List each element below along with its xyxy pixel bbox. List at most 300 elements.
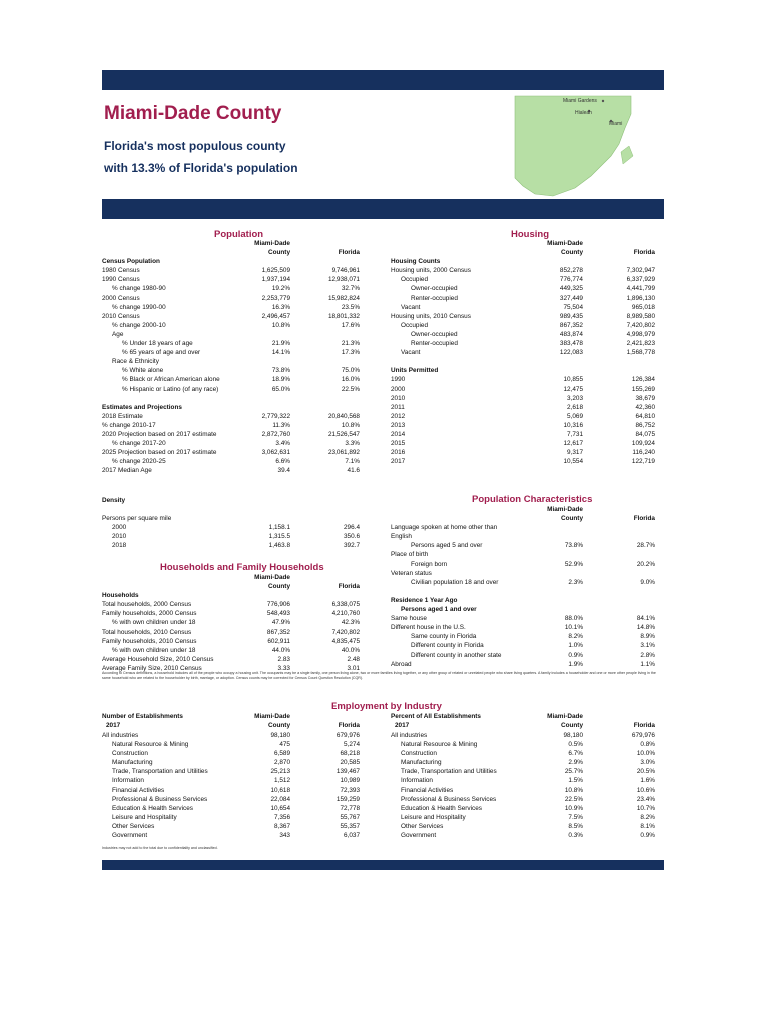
- table-row: [391, 348, 663, 357]
- table-row: [102, 731, 362, 740]
- florida-value: 10.6%: [636, 786, 655, 794]
- table-row: [102, 294, 362, 303]
- table-row: [102, 321, 362, 330]
- florida-value: 8.9%: [640, 633, 655, 641]
- row-label: Information: [112, 777, 144, 785]
- row-label: % Hispanic or Latino (of any race): [122, 385, 219, 393]
- table-row: [391, 795, 663, 804]
- table-row: [102, 637, 362, 646]
- florida-value: 72,778: [340, 804, 360, 812]
- florida-value: 4,441,799: [626, 285, 655, 293]
- table-row: [391, 357, 663, 366]
- county-value: 18.9%: [271, 376, 290, 384]
- column-header-florida: Florida: [338, 583, 360, 591]
- county-value: 6.6%: [275, 458, 290, 466]
- county-value: 2.83: [277, 655, 290, 663]
- florida-value: 2.8%: [640, 651, 655, 659]
- row-label: % Under 18 years of age: [122, 340, 193, 348]
- table-row: [102, 312, 362, 321]
- column-header-florida: Florida: [338, 249, 360, 257]
- county-value: 1.9%: [568, 660, 583, 668]
- row-label: Households: [102, 592, 139, 600]
- row-label: Other Services: [112, 822, 155, 830]
- top-banner-bar: [102, 70, 664, 90]
- table-row: [102, 822, 362, 831]
- table-row: [102, 813, 362, 822]
- row-label: Education & Health Services: [401, 804, 482, 812]
- table-row: [102, 457, 362, 466]
- table-row: [391, 330, 663, 339]
- table-row: [391, 457, 663, 466]
- county-value: 483,874: [559, 330, 583, 338]
- florida-value: 3.1%: [640, 642, 655, 650]
- row-label: Average Household Size, 2010 Census: [102, 655, 214, 663]
- row-label: Natural Resource & Mining: [401, 741, 478, 749]
- florida-value: 155,269: [631, 385, 655, 393]
- table-row: [102, 591, 362, 600]
- row-label: Place of birth: [391, 551, 429, 559]
- column-header-row: [391, 505, 663, 514]
- map-label-miami-gardens: Miami Gardens: [563, 98, 597, 104]
- row-label: Different house in the U.S.: [391, 624, 466, 632]
- county-value: 98,180: [563, 732, 583, 739]
- row-label: 2000 Census: [102, 294, 140, 302]
- florida-value: 122,719: [631, 458, 655, 466]
- florida-value: 20.2%: [636, 560, 655, 568]
- florida-value: 7,420,802: [626, 321, 655, 329]
- florida-value: 4,998,979: [626, 330, 655, 338]
- county-value: 776,774: [559, 276, 583, 284]
- county-value: 65.0%: [271, 385, 290, 393]
- percent-establishments-year: 2017: [395, 722, 410, 730]
- county-value: 25,213: [270, 768, 290, 776]
- section-divider-bar: [102, 199, 664, 219]
- table-row: [391, 596, 663, 605]
- florida-value: 296.4: [344, 524, 360, 532]
- employment-footnote: Industries may not add to the total due to confidentiality and unclassified.: [102, 846, 218, 850]
- row-label: 1980 Census: [102, 267, 140, 275]
- florida-value: 40.0%: [341, 646, 360, 654]
- county-value: 3.4%: [275, 440, 290, 448]
- table-row: [102, 532, 362, 541]
- county-value: 3,062,631: [261, 449, 290, 457]
- florida-value: 23.4%: [636, 795, 655, 803]
- county-value: 8.2%: [568, 633, 583, 641]
- column-header-row: [391, 514, 663, 523]
- row-label: All industries: [391, 732, 428, 739]
- row-label: Different county in Florida: [411, 642, 484, 650]
- county-value: 2,870: [274, 759, 290, 767]
- table-row: [391, 651, 663, 660]
- row-label: 2011: [391, 403, 405, 411]
- florida-value: 16.0%: [341, 376, 360, 384]
- county-value: 548,493: [266, 610, 290, 618]
- florida-value: 23,061,892: [328, 449, 360, 457]
- row-label: 2014: [391, 430, 406, 438]
- florida-value: 6,037: [344, 832, 360, 840]
- table-row: [391, 587, 663, 596]
- row-label: Government: [401, 832, 437, 840]
- row-label: Occupied: [401, 321, 428, 329]
- table-row: [102, 375, 362, 384]
- row-label: Natural Resource & Mining: [112, 741, 189, 749]
- row-label: Renter-occupied: [411, 340, 458, 348]
- table-row: [391, 758, 663, 767]
- county-value: 3.33: [277, 664, 290, 672]
- row-label: Owner-occupied: [411, 330, 458, 338]
- table-row: [102, 600, 362, 609]
- florida-value: 22.5%: [341, 385, 360, 393]
- row-label: 2018: [112, 542, 127, 550]
- county-value: 852,278: [559, 267, 583, 275]
- table-row: [102, 786, 362, 795]
- row-label: 1990: [391, 376, 406, 384]
- table-row: [391, 660, 663, 669]
- column-header-county: County: [267, 583, 290, 591]
- county-value: 2.3%: [568, 578, 583, 586]
- county-value: 21.9%: [271, 340, 290, 348]
- florida-value: 8,989,580: [626, 312, 655, 320]
- column-header-county: Miami-Dade: [254, 240, 290, 247]
- row-label: Manufacturing: [112, 759, 153, 767]
- row-label: 2013: [391, 421, 406, 429]
- florida-value: 41.6: [347, 467, 360, 475]
- county-value: 3,203: [567, 394, 583, 402]
- density-table: [102, 514, 362, 550]
- table-row: [391, 448, 663, 457]
- density-heading: Density: [102, 497, 126, 504]
- establishments-year: 2017: [106, 722, 121, 730]
- table-row: [391, 560, 663, 569]
- table-row: [102, 655, 362, 664]
- table-row: [391, 421, 663, 430]
- table-row: [102, 439, 362, 448]
- table-row: [102, 776, 362, 785]
- population-characteristics-heading: Population Characteristics: [472, 494, 593, 505]
- table-row: [391, 614, 663, 623]
- florida-value: 42,360: [635, 403, 655, 411]
- county-value: 1,463.8: [268, 542, 290, 550]
- county-value: 7,731: [567, 430, 583, 438]
- housing-table: [391, 239, 663, 466]
- florida-value: 965,018: [631, 303, 655, 311]
- table-row: [391, 605, 663, 614]
- table-row: [102, 618, 362, 627]
- table-row: [102, 412, 362, 421]
- florida-value: 84.1%: [636, 615, 655, 623]
- florida-value: 17.3%: [341, 349, 360, 357]
- column-header-county: County: [267, 249, 290, 257]
- table-row: [102, 430, 362, 439]
- county-value: 98,180: [270, 732, 290, 739]
- county-value: 475: [279, 741, 290, 749]
- florida-value: 7,302,947: [626, 267, 655, 275]
- florida-value: 9.0%: [640, 578, 655, 586]
- table-row: [102, 514, 362, 523]
- table-row: [391, 749, 663, 758]
- county-value: 9,317: [567, 449, 583, 457]
- row-label: Race & Ethnicity: [112, 358, 159, 366]
- florida-value: 7.1%: [345, 458, 360, 466]
- county-value: 10,654: [270, 804, 290, 812]
- florida-value: 8.1%: [640, 822, 655, 830]
- florida-value: 21,526,547: [328, 430, 360, 438]
- table-row: [391, 776, 663, 785]
- column-header-county: Miami-Dade: [254, 574, 290, 581]
- county-value: 10,618: [270, 786, 290, 794]
- county-value: 1,937,194: [261, 276, 290, 284]
- county-value: 10.8%: [564, 786, 583, 794]
- florida-value: 14.8%: [636, 624, 655, 632]
- florida-value: 32.7%: [341, 285, 360, 293]
- row-label: % 65 years of age and over: [122, 349, 201, 357]
- county-map: [513, 94, 663, 199]
- row-label: Family households, 2010 Census: [102, 637, 197, 645]
- row-label: 2015: [391, 440, 406, 448]
- county-value: 776,906: [266, 601, 290, 609]
- table-row: [102, 749, 362, 758]
- florida-value: 10.7%: [636, 804, 655, 812]
- table-row: [391, 275, 663, 284]
- row-label: % change 2020-25: [112, 458, 166, 466]
- column-header-county: County: [560, 249, 583, 257]
- column-header-florida: Florida: [633, 515, 655, 523]
- table-row: [391, 550, 663, 559]
- county-value: 10,554: [563, 458, 583, 466]
- row-label: 2018 Estimate: [102, 412, 143, 420]
- county-value: 8,367: [274, 822, 290, 830]
- florida-value: 20,840,568: [328, 412, 360, 420]
- table-row: [391, 366, 663, 375]
- subtitle-line-1: Florida's most populous county: [104, 139, 286, 153]
- table-row: [391, 641, 663, 650]
- row-label: Government: [112, 832, 148, 840]
- row-label: % change 2000-10: [112, 321, 166, 329]
- row-label: Occupied: [401, 276, 428, 284]
- florida-value: 38,679: [635, 394, 655, 402]
- table-row: [391, 257, 663, 266]
- florida-value: 3.01: [347, 664, 360, 672]
- florida-value: 10,989: [340, 777, 360, 785]
- row-label: Total households, 2010 Census: [102, 628, 192, 636]
- population-table: [102, 239, 362, 475]
- county-value: 1,512: [274, 777, 290, 785]
- table-row: [391, 786, 663, 795]
- county-value: 0.3%: [568, 832, 583, 840]
- florida-value: 64,810: [635, 412, 655, 420]
- table-row: [391, 303, 663, 312]
- col-head-florida: Florida: [338, 722, 360, 730]
- florida-value: 17.6%: [341, 321, 360, 329]
- county-value: 75,504: [563, 303, 583, 311]
- row-label: Trade, Transportation and Utilities: [401, 768, 497, 776]
- florida-value: 7,420,802: [331, 628, 360, 636]
- row-label: Abroad: [391, 660, 412, 668]
- table-row: [391, 439, 663, 448]
- row-label: Residence 1 Year Ago: [391, 596, 458, 604]
- column-header-row: [391, 239, 663, 248]
- county-value: 6.7%: [568, 750, 583, 758]
- florida-value: 86,752: [635, 421, 655, 429]
- table-row: [391, 578, 663, 587]
- florida-value: 10.0%: [636, 750, 655, 758]
- households-footnote: According to Census definitions, a household includes all of the people who occupy a housing unit. The occupants may be a single family, one person living alone, two or more families living together, or any other group of related or unrelated people who share living quarters. A family includes a householder and one or more other people living in the same household who are related to the householder by birth, marriage, or adoption. Census counts may be corrected for Census Count Question Resolution (CQR).: [102, 671, 656, 680]
- table-row: [391, 375, 663, 384]
- row-label: % with own children under 18: [112, 646, 196, 654]
- households-heading: Households and Family Households: [160, 562, 324, 573]
- county-value: 16.3%: [271, 303, 290, 311]
- florida-value: 18,801,332: [328, 312, 360, 320]
- table-row: [391, 569, 663, 578]
- florida-value: 9,746,961: [331, 267, 360, 275]
- florida-value: 392.7: [344, 542, 360, 550]
- county-value: 7,356: [274, 813, 290, 821]
- row-label: Renter-occupied: [411, 294, 458, 302]
- map-label-hialeah: Hialeah: [575, 110, 592, 116]
- table-row: [391, 412, 663, 421]
- florida-value: 8.2%: [640, 813, 655, 821]
- row-label: Persons per square mile: [102, 515, 172, 522]
- row-label: Same county in Florida: [411, 633, 477, 641]
- row-label: Total households, 2000 Census: [102, 601, 192, 609]
- table-row: [102, 831, 362, 840]
- table-row: [391, 532, 663, 541]
- table-row: [391, 403, 663, 412]
- county-value: 122,083: [559, 349, 583, 357]
- table-row: [102, 257, 362, 266]
- table-row: [102, 628, 362, 637]
- table-row: [102, 303, 362, 312]
- county-value: 1,315.5: [268, 533, 290, 541]
- table-row: [391, 385, 663, 394]
- county-value: 327,449: [559, 294, 583, 302]
- page-title: Miami-Dade County: [104, 103, 282, 124]
- row-label: % change 1990-00: [112, 303, 166, 311]
- county-value: 10.1%: [564, 624, 583, 632]
- county-value: 39.4: [277, 467, 290, 475]
- county-value: 1,625,509: [261, 267, 290, 275]
- population-heading: Population: [214, 229, 264, 240]
- florida-value: 28.7%: [636, 542, 655, 550]
- row-label: English: [391, 533, 412, 541]
- florida-value: 679,976: [631, 732, 655, 739]
- row-label: 2020 Projection based on 2017 estimate: [102, 430, 217, 438]
- table-row: [391, 623, 663, 632]
- establishments-heading: Number of Establishments: [102, 713, 183, 720]
- table-row: [391, 394, 663, 403]
- row-label: Professional & Business Services: [112, 795, 208, 803]
- county-value: 1.0%: [568, 642, 583, 650]
- county-value: 2.9%: [568, 759, 583, 767]
- county-value: 383,478: [559, 340, 583, 348]
- table-row: [391, 740, 663, 749]
- florida-value: 350.6: [344, 533, 360, 541]
- row-label: Housing Counts: [391, 258, 441, 266]
- florida-value: 10.8%: [341, 421, 360, 429]
- county-map-graphic: [513, 94, 663, 199]
- column-header-row: [102, 248, 362, 257]
- florida-value: 159,259: [336, 795, 360, 803]
- florida-value: 0.8%: [640, 741, 655, 749]
- bottom-bar: [102, 860, 664, 870]
- table-row: [102, 366, 362, 375]
- table-row: [102, 385, 362, 394]
- florida-value: 72,393: [340, 786, 360, 794]
- row-label: Information: [401, 777, 433, 785]
- county-value: 7.5%: [568, 813, 583, 821]
- county-value: 25.7%: [564, 768, 583, 776]
- county-value: 0.9%: [568, 651, 583, 659]
- table-row: [391, 430, 663, 439]
- florida-value: 1.1%: [640, 660, 655, 668]
- county-value: 867,352: [559, 321, 583, 329]
- florida-value: 4,210,760: [331, 610, 360, 618]
- row-label: Different county in another state: [411, 651, 502, 659]
- table-row: [391, 294, 663, 303]
- row-label: Leisure and Hospitality: [401, 813, 466, 821]
- column-header-row: [391, 248, 663, 257]
- map-label-miami: Miami: [609, 121, 623, 127]
- florida-value: 4,835,475: [331, 637, 360, 645]
- florida-value: 20.5%: [636, 768, 655, 776]
- row-label: Same house: [391, 615, 427, 623]
- row-label: 2025 Projection based on 2017 estimate: [102, 449, 217, 457]
- table-row: [102, 339, 362, 348]
- florida-value: 126,384: [631, 376, 655, 384]
- florida-value: 6,338,075: [331, 601, 360, 609]
- row-label: Vacant: [401, 349, 421, 357]
- row-label: Owner-occupied: [411, 285, 458, 293]
- column-header-row: [102, 582, 362, 591]
- employment-left-header: [102, 712, 362, 730]
- county-value: 6,589: [274, 750, 290, 758]
- col-head-county-2: County: [267, 722, 290, 730]
- row-label: Veteran status: [391, 569, 432, 577]
- county-value: 0.5%: [568, 741, 583, 749]
- table-row: [391, 339, 663, 348]
- column-header-row: [102, 573, 362, 582]
- table-row: [102, 758, 362, 767]
- table-row: [391, 312, 663, 321]
- table-row: [102, 266, 362, 275]
- row-label: % change 1980-90: [112, 285, 166, 293]
- county-value: 73.8%: [564, 542, 583, 550]
- table-row: [391, 804, 663, 813]
- florida-value: 679,976: [336, 732, 360, 739]
- row-label: % White alone: [122, 367, 164, 375]
- table-row: [102, 357, 362, 366]
- table-row: [102, 394, 362, 403]
- county-value: 2,253,779: [261, 294, 290, 302]
- row-label: Housing units, 2010 Census: [391, 312, 471, 320]
- county-value: 22,084: [270, 795, 290, 803]
- row-label: Persons aged 1 and over: [401, 606, 477, 614]
- table-row: [391, 321, 663, 330]
- county-value: 12,475: [563, 385, 583, 393]
- county-value: 10.9%: [564, 804, 583, 812]
- county-value: 343: [279, 832, 290, 840]
- florida-value: 0.9%: [640, 832, 655, 840]
- county-value: 10,855: [563, 376, 583, 384]
- florida-value: 55,767: [340, 813, 360, 821]
- row-label: % change 2017-20: [112, 440, 166, 448]
- row-label: Education & Health Services: [112, 804, 193, 812]
- col-head-county-r: Miami-Dade: [547, 713, 583, 720]
- row-label: 2016: [391, 449, 406, 457]
- row-label: % Black or African American alone: [122, 376, 220, 384]
- column-header-county: Miami-Dade: [547, 506, 583, 513]
- row-label: Construction: [112, 750, 148, 758]
